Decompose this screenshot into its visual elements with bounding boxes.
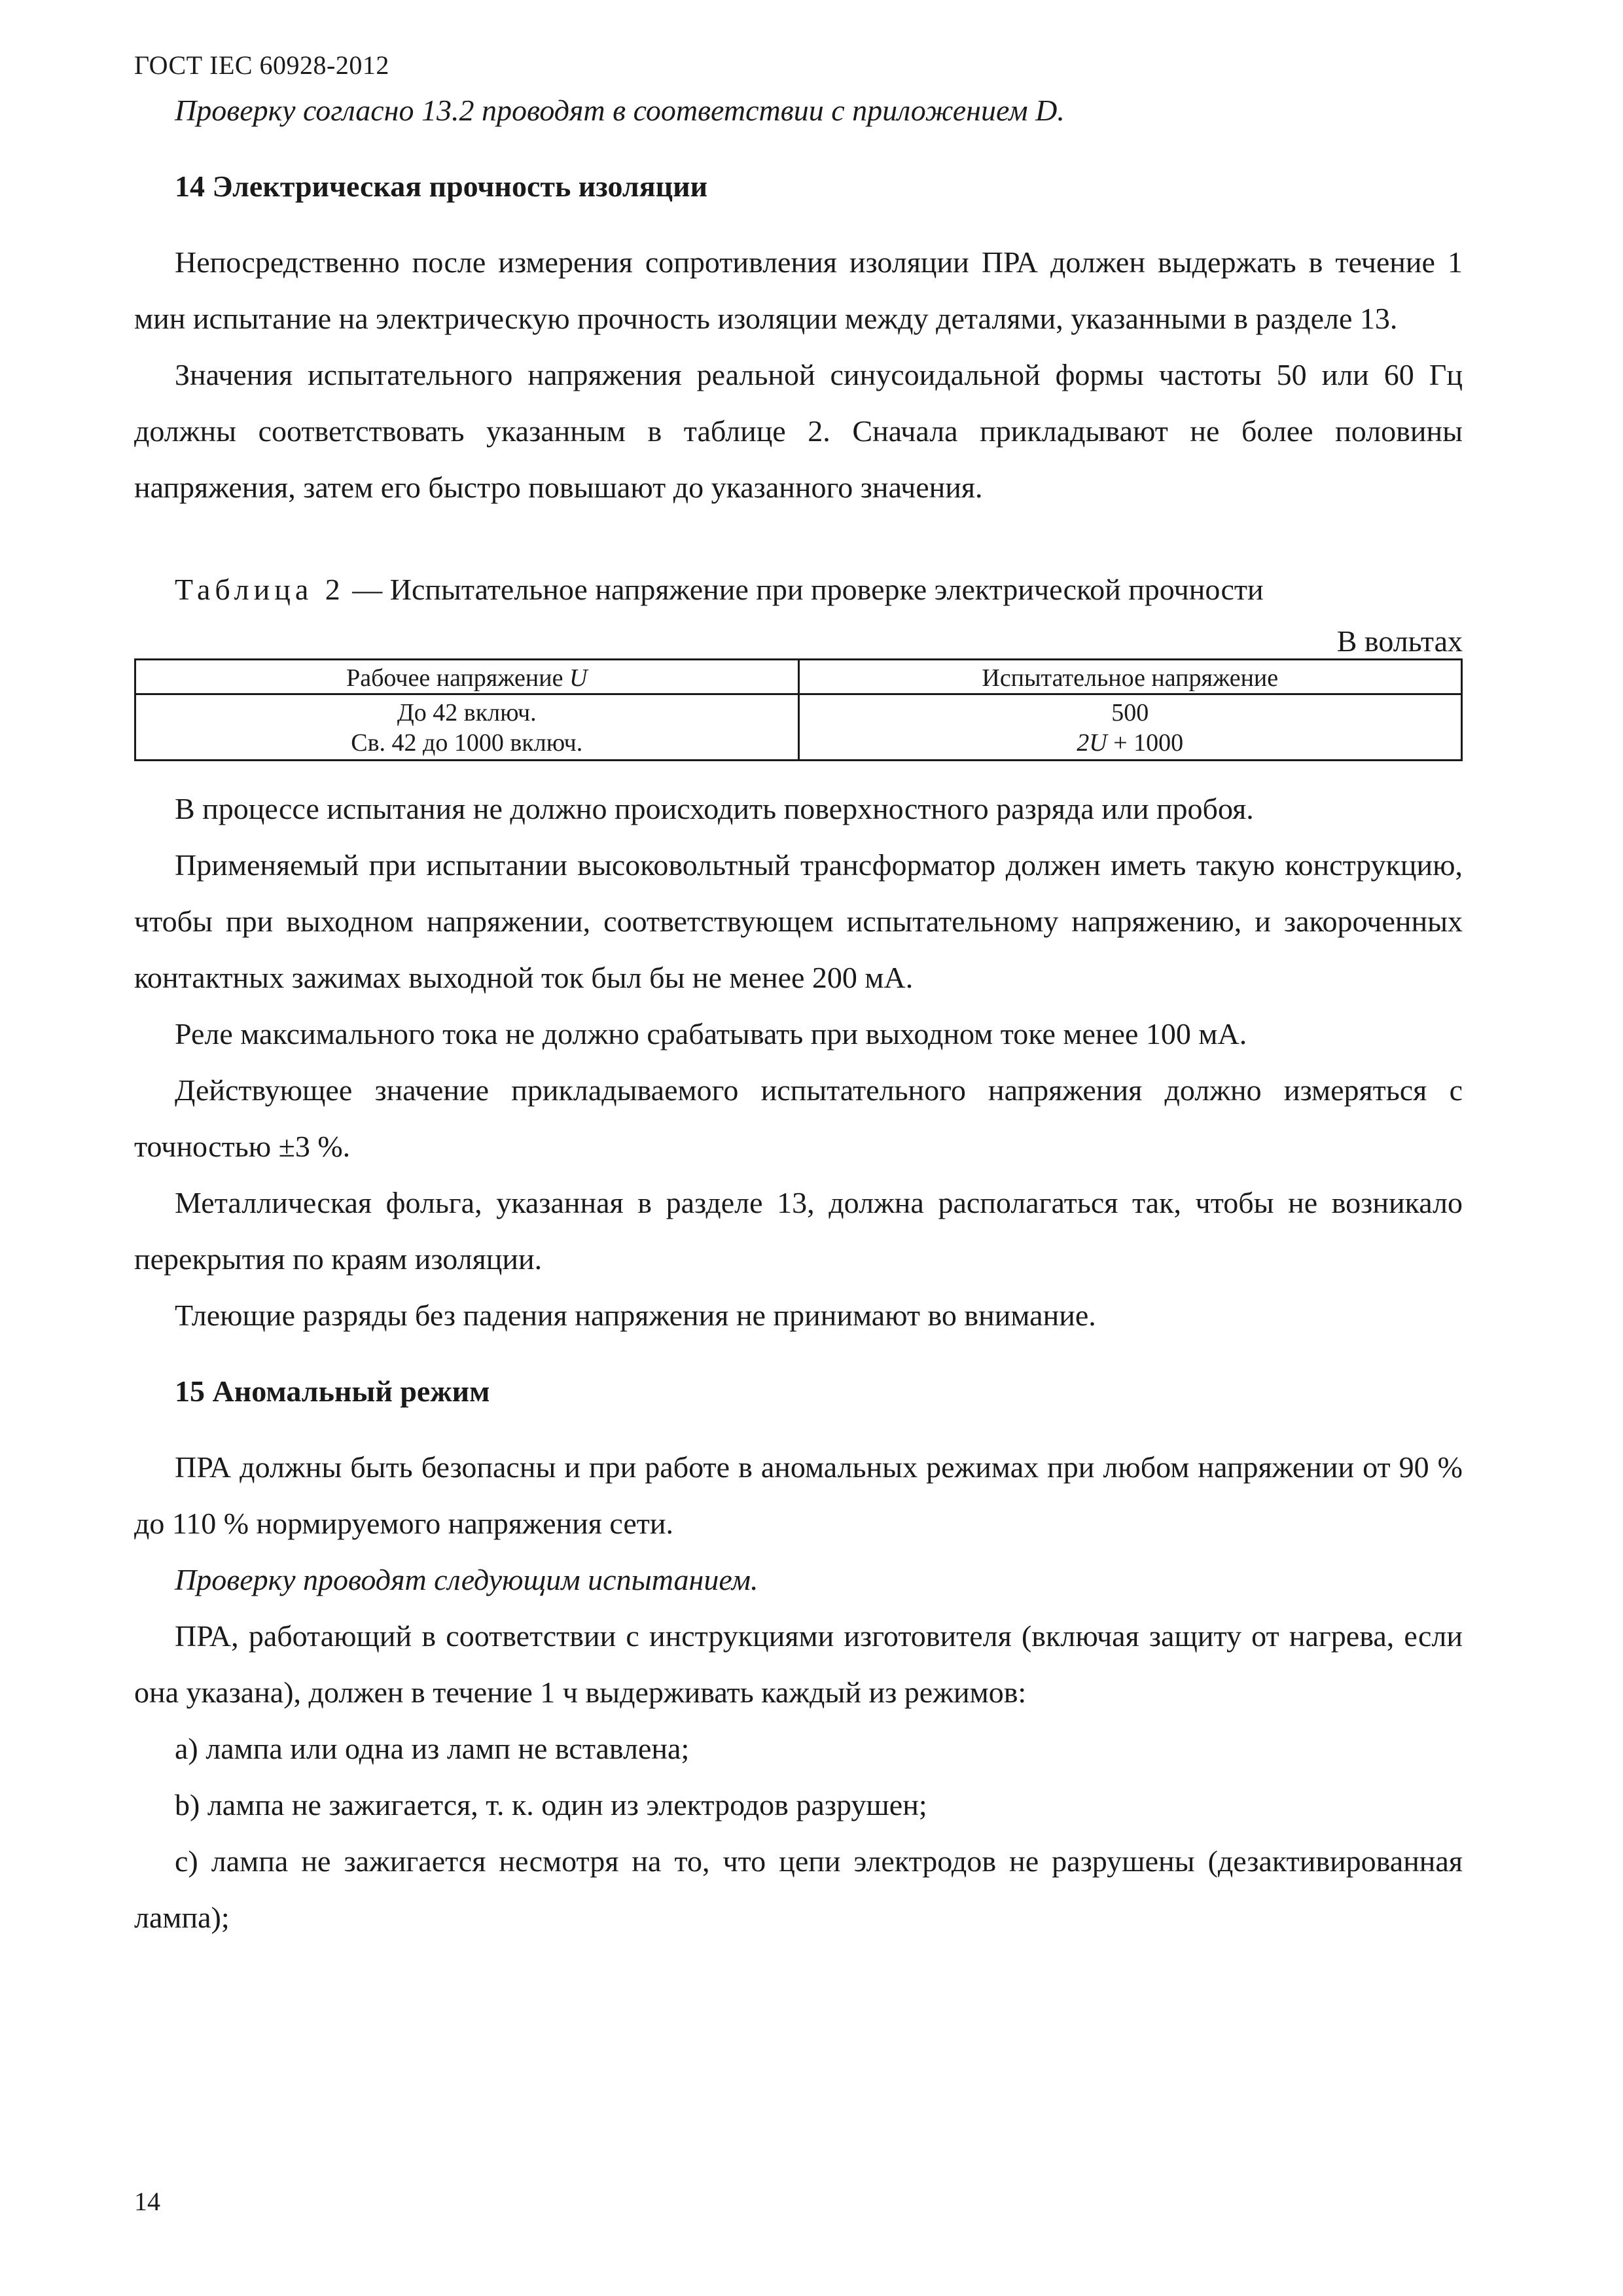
table-row — [135, 694, 1462, 761]
document-body — [134, 82, 1463, 1946]
table-cell-working-voltage: До 42 включ. Св. 42 до 1000 включ. — [135, 694, 799, 761]
section-14-after-paragraph-3: Реле максимального тока не должно срабатывать при выходном токе менее 100 мА. — [175, 1017, 1247, 1050]
table-header-row — [135, 660, 1462, 694]
section-14-after-paragraph-1: В процессе испытания не должно происходить поверхностного разряда или пробоя. — [175, 792, 1254, 825]
list-item: a) лампа или одна из ламп не вставлена; — [175, 1732, 690, 1765]
section-15-paragraph-1: ПРА должны быть безопасны и при работе в аномальных режимах при любом напряжении от 90 % до 110 % нормируемого напряжения сети. — [134, 1450, 1463, 1540]
variable-2u: 2U — [1077, 729, 1107, 757]
section-14-after-paragraph-2: Применяемый при испытании высоковольтный трансформатор должен иметь такую конструкцию, чтобы при выходном напряжении, соответствующем испытательному напряжению, и закороченных контактных зажимах выходной ток был бы не менее 200 мА. — [134, 848, 1463, 994]
table-header-working-voltage: Рабочее напряжение U — [135, 660, 799, 694]
list-item: b) лампа не зажигается, т. к. один из электродов разрушен; — [175, 1788, 927, 1821]
variable-u: U — [569, 664, 588, 692]
section-14-after-paragraph-5: Металлическая фольга, указанная в разделе 13, должна располагаться так, чтобы не возникало перекрытия по краям изоляции. — [134, 1186, 1463, 1276]
table-header-test-voltage: Испытательное напряжение — [798, 660, 1462, 694]
section-14-paragraph-1: Непосредственно после измерения сопротивления изоляции ПРА должен выдержать в течение 1 мин испытание на электрическую прочность изоляции между деталями, указанными в разделе 13. — [134, 245, 1463, 335]
table-2-title: — Испытательное напряжение при проверке электрической прочности — [344, 573, 1264, 606]
section-14-after-paragraph-4: Действующее значение прикладываемого испытательного напряжения должно измеряться с точностью ±3 %. — [134, 1073, 1463, 1163]
document-header: ГОСТ IEC 60928-2012 — [134, 50, 389, 80]
table-cell-test-voltage: 500 2U + 1000 — [798, 694, 1462, 761]
intro-paragraph: Проверку согласно 13.2 проводят в соответствии с приложением D. — [175, 94, 1065, 127]
list-item: c) лампа не зажигается несмотря на то, что цепи электродов не разрушены (дезактивированная лампа); — [134, 1844, 1463, 1934]
table-2 — [134, 658, 1463, 761]
table-2-units: В вольтах — [1336, 624, 1463, 658]
section-14-paragraph-2: Значения испытательного напряжения реальной синусоидальной формы частоты 50 или 60 Гц должны соответствовать указанным в таблице 2. Сначала прикладывают не более половины напряжения, затем его быстро повышают до указанного значения. — [134, 358, 1463, 504]
table-2-label: Таблица 2 — [175, 573, 345, 606]
section-15-paragraph-3: ПРА, работающий в соответствии с инструкциями изготовителя (включая защиту от нагрева, если она указана), должен в течение 1 ч выдерживать каждый из режимов: — [134, 1619, 1463, 1709]
section-14-after-paragraph-6: Тлеющие разряды без падения напряжения не принимают во внимание. — [175, 1299, 1096, 1332]
section-15-check-note: Проверку проводят следующим испытанием. — [175, 1563, 758, 1596]
section-15-title: 15 Аномальный режим — [175, 1374, 490, 1408]
section-14-title: 14 Электрическая прочность изоляции — [175, 170, 708, 203]
table-2-caption — [134, 562, 1463, 618]
page-number: 14 — [134, 2187, 160, 2216]
